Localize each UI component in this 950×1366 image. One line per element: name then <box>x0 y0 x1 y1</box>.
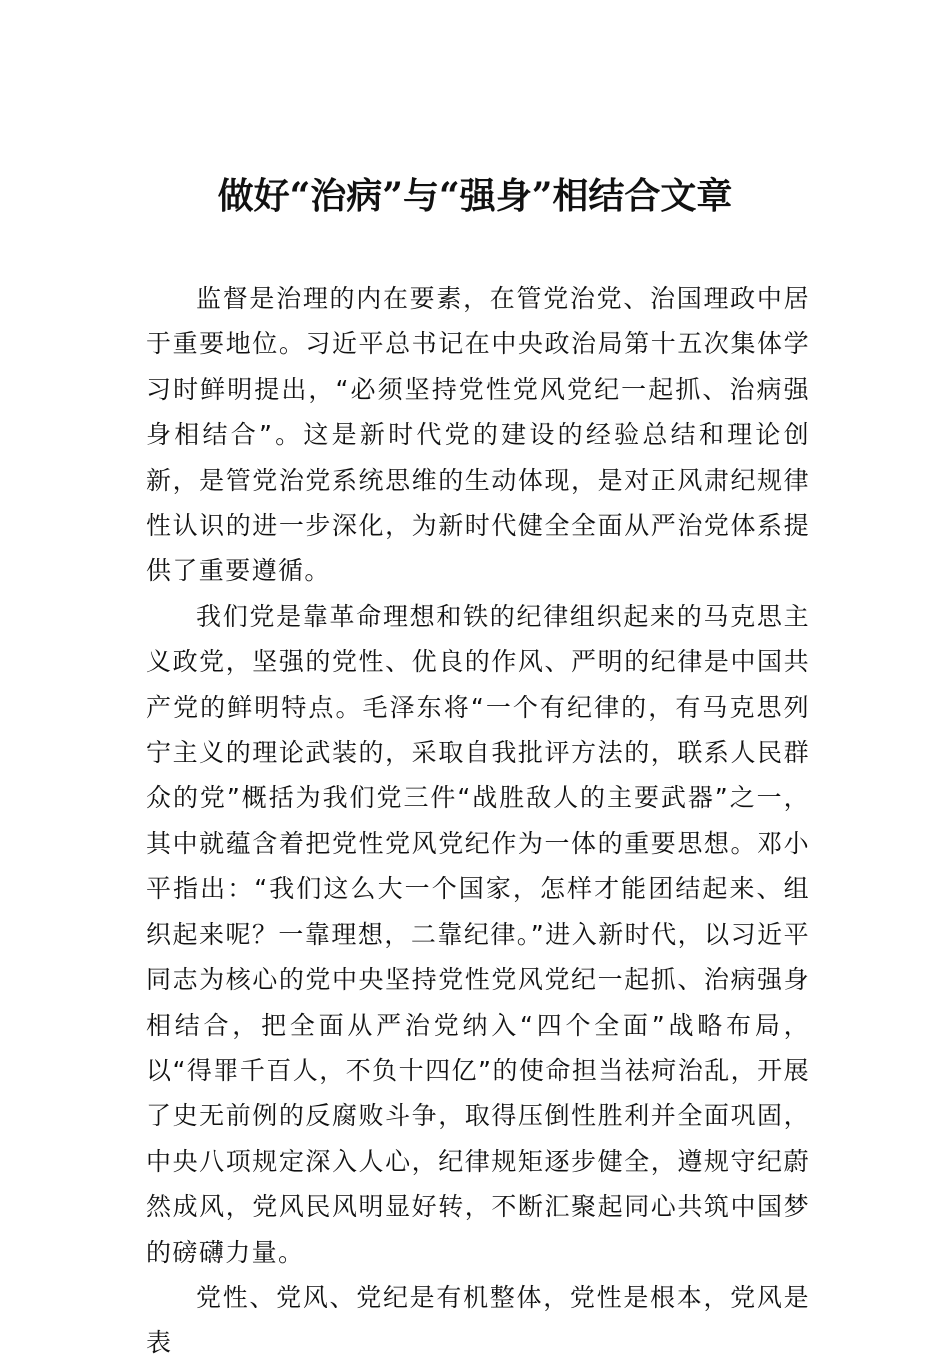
paragraph-3: 党性、党风、党纪是有机整体，党性是根本，党风是表 <box>146 1282 810 1358</box>
document-title: 做好“治病”与“强身”相结合文章 <box>217 175 733 217</box>
document-body <box>146 276 810 1366</box>
paragraph-2: 我们党是靠革命理想和铁的纪律组织起来的马克思主义政党，坚强的党性、优良的作风、严明的纪律是中国共产党的鲜明特点。毛泽东将“一个有纪律的，有马克思列宁主义的理论武装的，采取自我批评方法的，联系人民群众的党”概括为我们党三件“战胜敌人的主要武器”之一，其中就蕴含着把党性党风党纪作为一体的重要思想。邓小平指出：“我们这么大一个国家，怎样才能团结起来、组织起来呢？一靠理想，二靠纪律。”进入新时代，以习近平同志为核心的党中央坚持党性党风党纪一起抓、治病强身相结合，把全面从严治党纳入“四个全面”战略布局，以“得罪千百人，不负十四亿”的使命担当祛疴治乱，开展了史无前例的反腐败斗争，取得压倒性胜利并全面巩固，中央八项规定深入人心，纪律规矩逐步健全，遵规守纪蔚然成风，党风民风明显好转，不断汇聚起同心共筑中国梦的磅礴力量。 <box>146 601 810 1267</box>
paragraph-1: 监督是治理的内在要素，在管党治党、治国理政中居于重要地位。习近平总书记在中央政治局第十五次集体学习时鲜明提出，“必须坚持党性党风党纪一起抓、治病强身相结合”。这是新时代党的建设的经验总结和理论创新，是管党治党系统思维的生动体现，是对正风肃纪规律性认识的进一步深化，为新时代健全全面从严治党体系提供了重要遵循。 <box>146 284 810 586</box>
